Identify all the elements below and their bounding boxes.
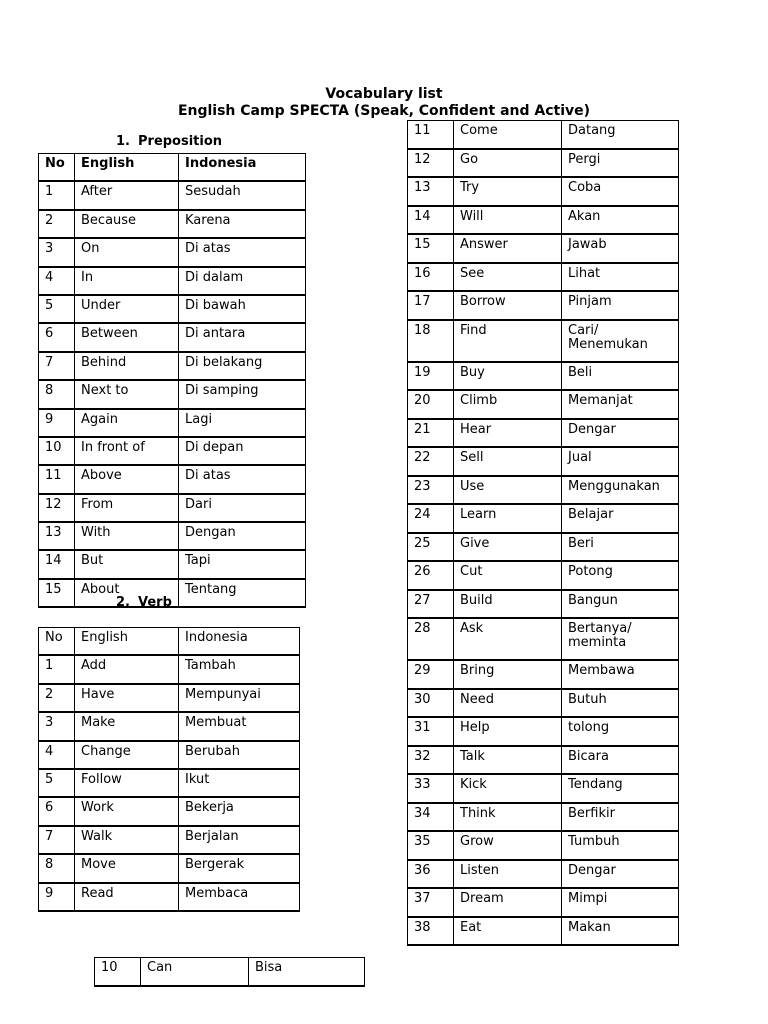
cell-english: Add	[75, 655, 179, 683]
table-row	[408, 504, 679, 533]
cell-indonesia: Dengan	[179, 522, 306, 550]
cell-english: Learn	[454, 504, 562, 533]
cell-no: 3	[39, 238, 75, 266]
cell-indonesia: Bekerja	[179, 797, 300, 825]
cell-english: Climb	[454, 390, 562, 419]
cell-no: 6	[39, 797, 75, 825]
cell-indonesia: Di antara	[179, 323, 306, 351]
table-row	[39, 295, 306, 323]
table-row	[408, 774, 679, 803]
cell-no: 7	[39, 352, 75, 380]
cell-no: 15	[408, 234, 454, 263]
table-row	[408, 177, 679, 206]
cell-no: 13	[408, 177, 454, 206]
table-row	[408, 121, 679, 149]
table-row	[39, 826, 300, 854]
cell-indonesia: Beli	[562, 362, 679, 391]
verb-table-continued	[407, 120, 679, 946]
cell-english: Follow	[75, 769, 179, 797]
cell-no: 4	[39, 741, 75, 769]
section-heading-verb	[116, 595, 172, 611]
cell-indonesia: Di atas	[179, 465, 306, 493]
cell-indonesia: Dengar	[562, 419, 679, 448]
cell-no: 22	[408, 447, 454, 476]
cell-indonesia: Menggunakan	[562, 476, 679, 505]
cell-no: 15	[39, 579, 75, 607]
cell-english: In front of	[75, 437, 179, 465]
cell-english: From	[75, 494, 179, 522]
cell-no: 32	[408, 746, 454, 775]
cell-indonesia: Tentang	[179, 579, 306, 607]
cell-no: 1	[39, 655, 75, 683]
cell-english: Behind	[75, 352, 179, 380]
cell-indonesia: Bicara	[562, 746, 679, 775]
cell-no: 5	[39, 295, 75, 323]
cell-no: 11	[408, 121, 454, 149]
cell-indonesia: Tapi	[179, 550, 306, 578]
cell-english: Help	[454, 717, 562, 746]
cell-english: Change	[75, 741, 179, 769]
cell-indonesia: Bisa	[249, 958, 365, 987]
cell-english: Answer	[454, 234, 562, 263]
cell-english: Build	[454, 590, 562, 619]
cell-english: Can	[141, 958, 249, 987]
table-header-row	[39, 628, 300, 656]
section-heading-preposition	[116, 134, 222, 150]
table-row	[95, 958, 365, 987]
cell-no: 19	[408, 362, 454, 391]
cell-english: Try	[454, 177, 562, 206]
section-number: 2.	[116, 595, 130, 610]
table-row	[39, 854, 300, 882]
table-row	[408, 419, 679, 448]
cell-no: 11	[39, 465, 75, 493]
table-row	[408, 320, 679, 362]
cell-no: 37	[408, 888, 454, 917]
table-row	[408, 476, 679, 505]
verb-table-row-10	[94, 957, 365, 987]
cell-english: Talk	[454, 746, 562, 775]
cell-english: In	[75, 267, 179, 295]
cell-english: Bring	[454, 660, 562, 689]
cell-indonesia: Mimpi	[562, 888, 679, 917]
cell-english: Find	[454, 320, 562, 362]
cell-english: Work	[75, 797, 179, 825]
cell-no: 8	[39, 380, 75, 408]
table-row	[408, 561, 679, 590]
table-row	[39, 684, 300, 712]
table-row	[39, 769, 300, 797]
table-row	[39, 741, 300, 769]
cell-english: Cut	[454, 561, 562, 590]
table-row	[39, 181, 306, 209]
cell-no: 13	[39, 522, 75, 550]
cell-no: 25	[408, 533, 454, 562]
cell-indonesia: Karena	[179, 210, 306, 238]
cell-indonesia: Pergi	[562, 149, 679, 178]
cell-english: Ask	[454, 618, 562, 660]
cell-english: Come	[454, 121, 562, 149]
table-row	[408, 689, 679, 718]
cell-no: 38	[408, 917, 454, 946]
cell-english: On	[75, 238, 179, 266]
table-row	[408, 660, 679, 689]
cell-english: With	[75, 522, 179, 550]
table-row	[39, 238, 306, 266]
document-title: Vocabulary list	[325, 86, 443, 102]
section-label: Verb	[138, 595, 172, 610]
cell-english: But	[75, 550, 179, 578]
preposition-table	[38, 153, 306, 608]
cell-no: 36	[408, 860, 454, 889]
cell-indonesia: Dengar	[562, 860, 679, 889]
cell-english: Again	[75, 409, 179, 437]
cell-no: 29	[408, 660, 454, 689]
table-row	[408, 717, 679, 746]
cell-indonesia: Jawab	[562, 234, 679, 263]
cell-no: 1	[39, 181, 75, 209]
cell-indonesia: Akan	[562, 206, 679, 235]
table-row	[408, 206, 679, 235]
table-row	[39, 409, 306, 437]
cell-no: 24	[408, 504, 454, 533]
cell-indonesia: Belajar	[562, 504, 679, 533]
table-row	[39, 550, 306, 578]
table-row	[408, 746, 679, 775]
table-row	[39, 655, 300, 683]
table-row	[408, 888, 679, 917]
cell-english: Borrow	[454, 291, 562, 320]
table-row	[408, 533, 679, 562]
cell-indonesia: Butuh	[562, 689, 679, 718]
cell-no: 9	[39, 883, 75, 911]
cell-english: Eat	[454, 917, 562, 946]
cell-indonesia: Potong	[562, 561, 679, 590]
table-row	[408, 831, 679, 860]
cell-english: Under	[75, 295, 179, 323]
cell-no: 30	[408, 689, 454, 718]
table-row	[39, 883, 300, 911]
cell-no: 26	[408, 561, 454, 590]
header-indonesia: Indonesia	[179, 628, 300, 656]
cell-indonesia: Berfikir	[562, 803, 679, 832]
table-row	[39, 267, 306, 295]
cell-english: Make	[75, 712, 179, 740]
table-row	[408, 860, 679, 889]
cell-english: Walk	[75, 826, 179, 854]
table-row	[408, 362, 679, 391]
cell-english: Sell	[454, 447, 562, 476]
cell-indonesia: Pinjam	[562, 291, 679, 320]
table-row	[408, 234, 679, 263]
cell-indonesia: Lihat	[562, 263, 679, 292]
header-no: No	[39, 154, 75, 182]
cell-no: 10	[95, 958, 141, 987]
cell-indonesia: Tumbuh	[562, 831, 679, 860]
cell-no: 27	[408, 590, 454, 619]
cell-english: Dream	[454, 888, 562, 917]
cell-indonesia: Membawa	[562, 660, 679, 689]
document-subtitle: English Camp SPECTA (Speak, Confident and Active)	[177, 103, 591, 119]
cell-english: Move	[75, 854, 179, 882]
cell-english: Above	[75, 465, 179, 493]
cell-indonesia: Di depan	[179, 437, 306, 465]
cell-indonesia: Di samping	[179, 380, 306, 408]
cell-english: Need	[454, 689, 562, 718]
cell-english: Grow	[454, 831, 562, 860]
section-label: Preposition	[138, 134, 223, 149]
cell-indonesia: Membaca	[179, 883, 300, 911]
cell-no: 23	[408, 476, 454, 505]
cell-indonesia: Di belakang	[179, 352, 306, 380]
table-row	[39, 323, 306, 351]
table-row	[408, 590, 679, 619]
cell-indonesia: Bergerak	[179, 854, 300, 882]
cell-no: 18	[408, 320, 454, 362]
cell-indonesia: Cari/ Menemukan	[562, 320, 679, 362]
cell-no: 5	[39, 769, 75, 797]
cell-indonesia: Sesudah	[179, 181, 306, 209]
cell-no: 17	[408, 291, 454, 320]
table-row	[39, 380, 306, 408]
cell-english: Will	[454, 206, 562, 235]
cell-no: 14	[408, 206, 454, 235]
header-indonesia: Indonesia	[179, 154, 306, 182]
cell-indonesia: Dari	[179, 494, 306, 522]
cell-indonesia: Membuat	[179, 712, 300, 740]
header-english: English	[75, 628, 179, 656]
cell-no: 20	[408, 390, 454, 419]
cell-indonesia: Berjalan	[179, 826, 300, 854]
cell-indonesia: Tambah	[179, 655, 300, 683]
cell-no: 33	[408, 774, 454, 803]
cell-no: 35	[408, 831, 454, 860]
cell-english: Give	[454, 533, 562, 562]
cell-no: 16	[408, 263, 454, 292]
cell-indonesia: Coba	[562, 177, 679, 206]
header-no: No	[39, 628, 75, 656]
cell-indonesia: Di dalam	[179, 267, 306, 295]
cell-english: Go	[454, 149, 562, 178]
table-row	[408, 263, 679, 292]
section-number: 1.	[116, 134, 130, 149]
cell-indonesia: Ikut	[179, 769, 300, 797]
table-row	[39, 352, 306, 380]
cell-indonesia: Berubah	[179, 741, 300, 769]
table-row	[408, 618, 679, 660]
cell-english: Because	[75, 210, 179, 238]
cell-english: See	[454, 263, 562, 292]
table-row	[408, 803, 679, 832]
table-row	[408, 149, 679, 178]
cell-indonesia: Jual	[562, 447, 679, 476]
cell-no: 6	[39, 323, 75, 351]
table-row	[408, 291, 679, 320]
cell-indonesia: Beri	[562, 533, 679, 562]
cell-english: Between	[75, 323, 179, 351]
cell-no: 10	[39, 437, 75, 465]
cell-english: Hear	[454, 419, 562, 448]
cell-english: Next to	[75, 380, 179, 408]
cell-indonesia: Lagi	[179, 409, 306, 437]
table-row	[39, 712, 300, 740]
cell-english: About	[75, 579, 179, 607]
table-row	[39, 210, 306, 238]
header-english: English	[75, 154, 179, 182]
cell-indonesia: Tendang	[562, 774, 679, 803]
table-row	[39, 579, 306, 607]
cell-no: 4	[39, 267, 75, 295]
cell-indonesia: Bangun	[562, 590, 679, 619]
table-row	[39, 465, 306, 493]
table-row	[408, 447, 679, 476]
cell-no: 12	[408, 149, 454, 178]
cell-no: 14	[39, 550, 75, 578]
cell-no: 7	[39, 826, 75, 854]
cell-no: 12	[39, 494, 75, 522]
cell-indonesia: Memanjat	[562, 390, 679, 419]
table-row	[39, 494, 306, 522]
cell-english: Read	[75, 883, 179, 911]
table-header-row	[39, 154, 306, 182]
table-row	[408, 917, 679, 946]
cell-english: Have	[75, 684, 179, 712]
cell-english: Kick	[454, 774, 562, 803]
cell-no: 34	[408, 803, 454, 832]
cell-no: 9	[39, 409, 75, 437]
cell-no: 21	[408, 419, 454, 448]
cell-no: 2	[39, 684, 75, 712]
cell-indonesia: Di atas	[179, 238, 306, 266]
table-row	[39, 522, 306, 550]
cell-english: After	[75, 181, 179, 209]
cell-indonesia: Bertanya/ meminta	[562, 618, 679, 660]
cell-english: Use	[454, 476, 562, 505]
cell-no: 31	[408, 717, 454, 746]
verb-table	[38, 627, 300, 912]
cell-no: 8	[39, 854, 75, 882]
cell-indonesia: Di bawah	[179, 295, 306, 323]
cell-no: 3	[39, 712, 75, 740]
table-row	[39, 437, 306, 465]
cell-no: 2	[39, 210, 75, 238]
cell-indonesia: tolong	[562, 717, 679, 746]
cell-indonesia: Datang	[562, 121, 679, 149]
cell-no: 28	[408, 618, 454, 660]
cell-english: Listen	[454, 860, 562, 889]
table-row	[39, 797, 300, 825]
cell-english: Buy	[454, 362, 562, 391]
cell-english: Think	[454, 803, 562, 832]
cell-indonesia: Mempunyai	[179, 684, 300, 712]
cell-indonesia: Makan	[562, 917, 679, 946]
table-row	[408, 390, 679, 419]
